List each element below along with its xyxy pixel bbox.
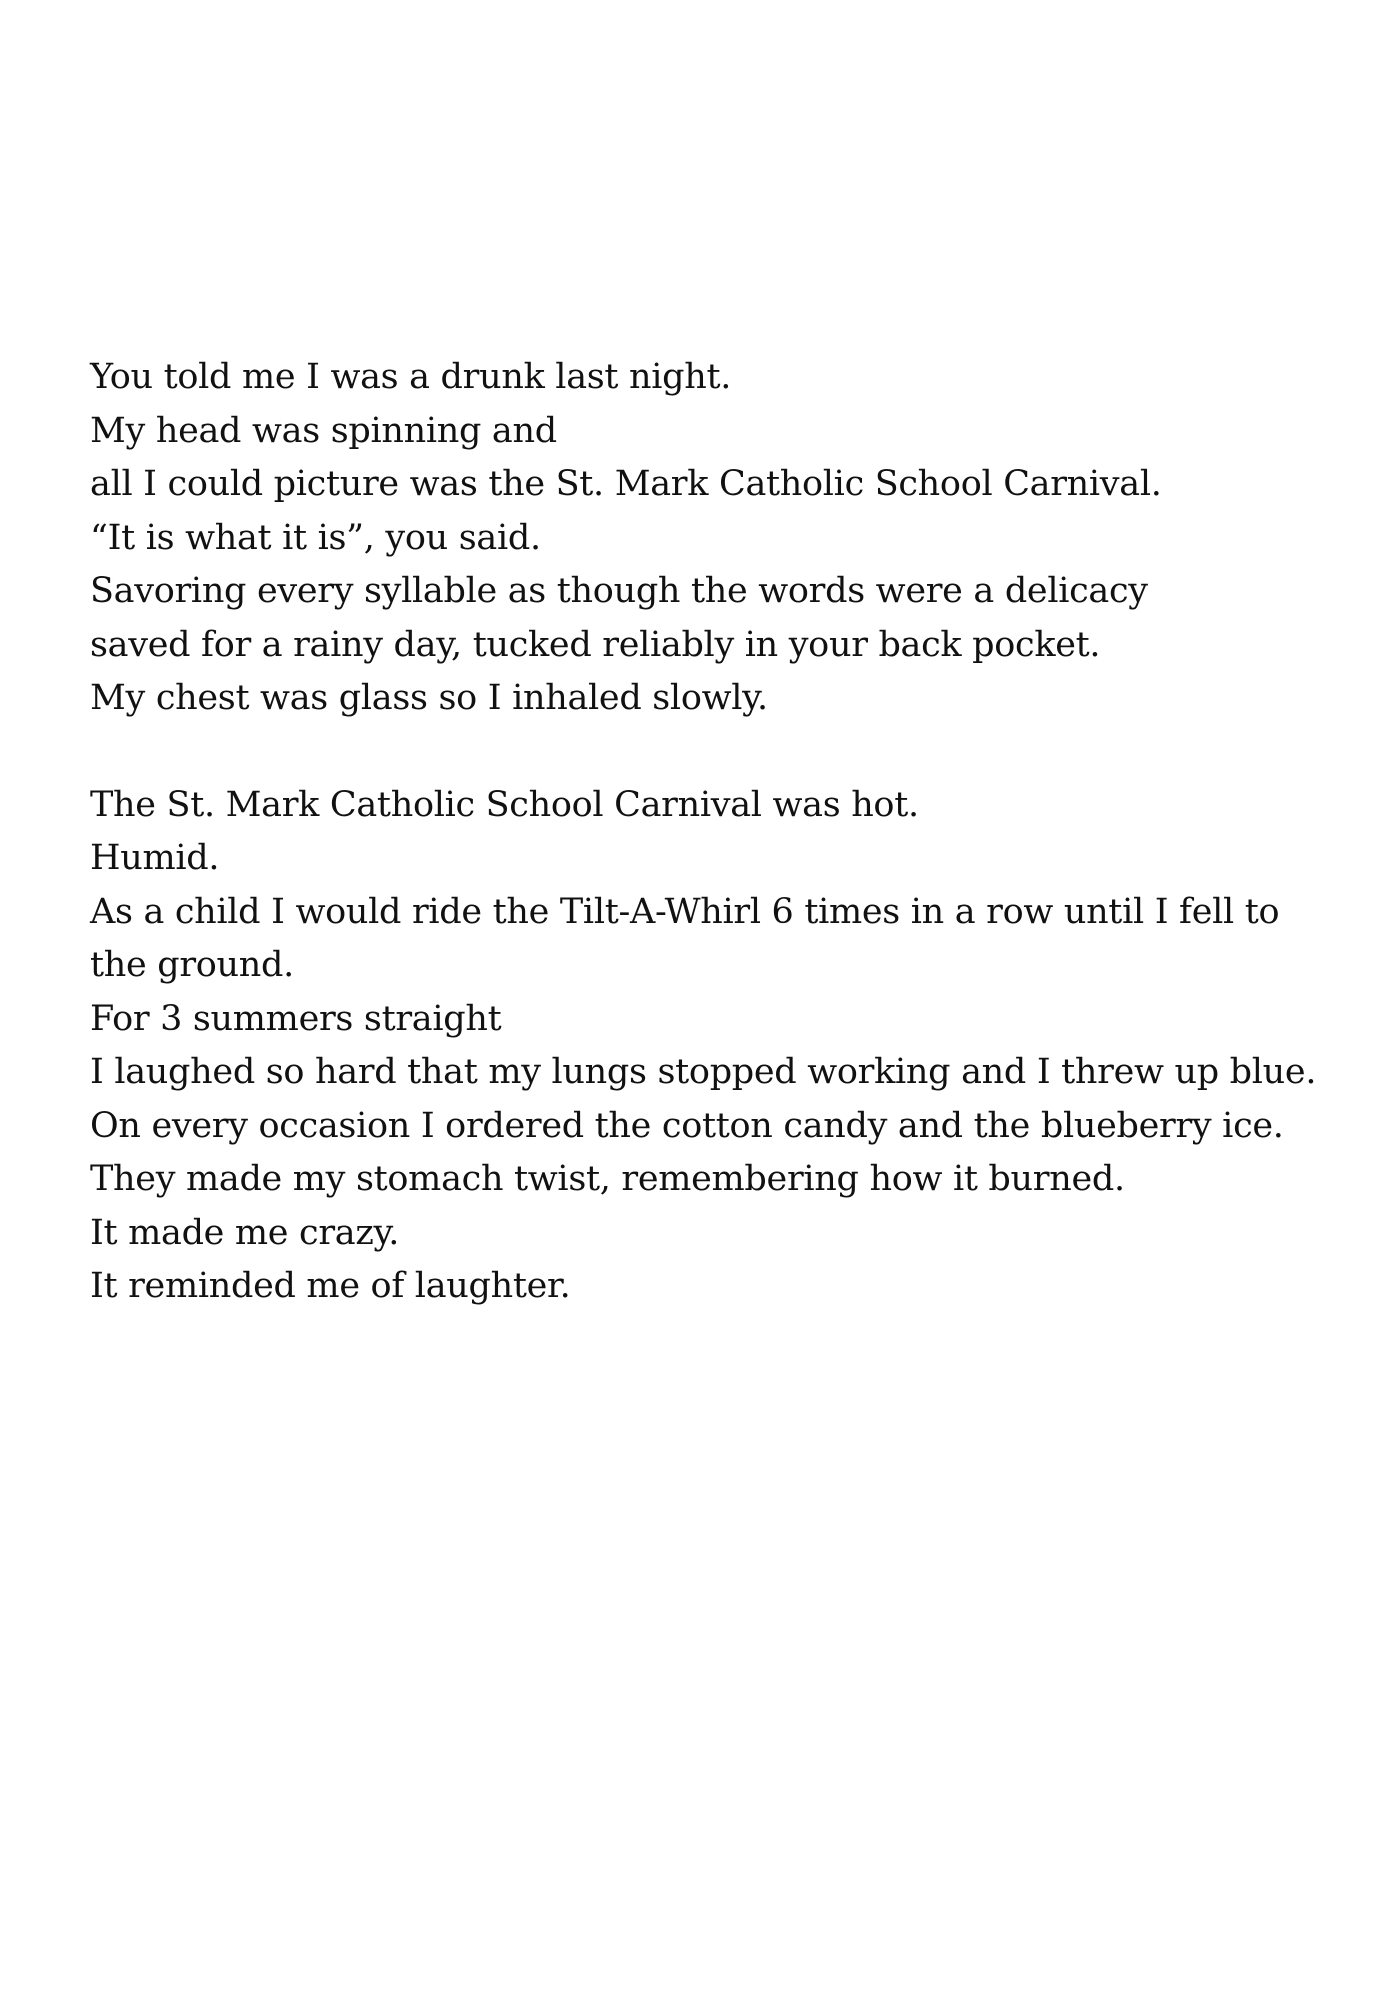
stanza-1 xyxy=(90,351,1350,726)
poem-body xyxy=(90,351,1350,1314)
stanza-2 xyxy=(90,779,1350,1314)
poem-line: Savoring every syllable as though the words were a delicacy xyxy=(90,571,1148,611)
poem-line: It made me crazy. xyxy=(90,1212,400,1253)
poem-line: I laughed so hard that my lungs stopped working and I threw up blue. xyxy=(90,1052,1317,1092)
poem-line: all I could picture was the St. Mark Catholic School Carnival. xyxy=(90,464,1162,504)
poem-line: The St. Mark Catholic School Carnival was hot. xyxy=(90,784,919,825)
poem-line: “It is what it is”, you said. xyxy=(90,517,541,558)
poem-line: My chest was glass so I inhaled slowly. xyxy=(90,678,768,718)
poem-line: You told me I was a drunk last night. xyxy=(90,357,732,397)
poem-line: They made my stomach twist, remembering how it burned. xyxy=(90,1159,1125,1199)
poem-line: It reminded me of laughter. xyxy=(90,1266,571,1306)
poem-line: On every occasion I ordered the cotton candy and the blueberry ice. xyxy=(90,1105,1284,1146)
poem-line: As a child I would ride the Tilt-A-Whirl 6 times in a row until I fell to the ground. xyxy=(90,891,1280,985)
poem-line: saved for a rainy day, tucked reliably in your back pocket. xyxy=(90,624,1101,665)
poem-line: For 3 summers straight xyxy=(90,998,502,1039)
poem-line: Humid. xyxy=(90,838,220,878)
poem-line: My head was spinning and xyxy=(90,410,557,451)
